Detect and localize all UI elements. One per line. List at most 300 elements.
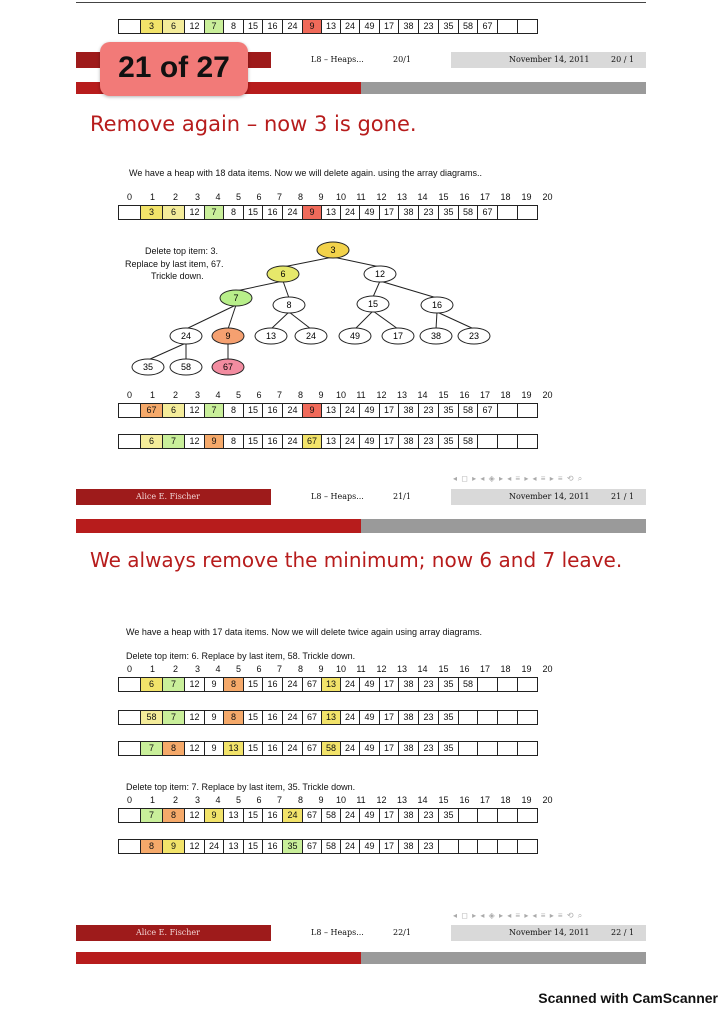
array-index: 5 [235,390,241,400]
array-index: 5 [235,664,241,674]
heap-tree [0,0,724,400]
tree-edge [289,312,311,329]
array-cell: 17 [379,434,399,449]
array-cell: 67 [302,839,322,854]
beamer-nav-symbols[interactable]: ◂ ◻ ▸ ◂ ◈ ▸ ◂ ≡ ▸ ◂ ≡ ▸ ≡ ⟲ ⌕ [453,911,584,920]
array-index: 2 [172,664,178,674]
array-cell [517,808,538,823]
array-cell: 49 [359,434,380,449]
array-cell: 15 [243,839,263,854]
tree-edge [283,257,333,267]
array-cell: 24 [282,19,303,34]
array-cell [517,434,538,449]
array-cell: 38 [398,710,419,725]
footer-frame: 20/1 [393,55,411,64]
array-cell [517,839,538,854]
tree-node [421,297,453,313]
array-cell: 58 [458,205,478,220]
array-cell: 67 [140,403,163,418]
array-index: 16 [459,192,470,202]
array-cell: 16 [262,808,283,823]
array-cell: 58 [458,403,478,418]
array-cell: 15 [243,741,263,756]
svg-text:17: 17 [392,331,404,341]
svg-text:67: 67 [222,362,234,372]
array-cell: 67 [477,19,498,34]
array-cell: 7 [204,403,224,418]
tree-node [382,328,414,344]
array-cell: 16 [262,710,283,725]
array-cell [517,741,538,756]
footer-band [76,519,646,531]
array-index: 12 [376,390,387,400]
array-index: 10 [335,192,346,202]
svg-text:12: 12 [374,269,386,279]
array-cell: 6 [162,19,185,34]
array-cell: 35 [438,710,459,725]
array-index: 6 [256,192,262,202]
array-cell: 13 [223,808,244,823]
array-cell: 24 [282,403,303,418]
array-cell: 12 [184,839,205,854]
array-index: 6 [256,795,262,805]
array-cell: 13 [223,839,244,854]
array-index: 8 [297,390,303,400]
array-cell: 24 [282,710,303,725]
array-cell: 16 [262,839,283,854]
array-cell: 24 [204,839,224,854]
footer-title: L8 – Heaps... [311,492,364,501]
tree-node [132,359,164,375]
array-index: 8 [297,664,303,674]
array-cell: 58 [321,808,341,823]
array-cell: 49 [359,741,380,756]
footer-title: L8 – Heaps... [311,928,364,937]
array-index: 1 [149,390,155,400]
array-cell [458,710,478,725]
array-index: 6 [256,390,262,400]
tree-node [317,242,349,258]
array-index: 4 [215,795,221,805]
array-cell: 24 [282,434,303,449]
array-cell: 6 [162,403,185,418]
array-cell: 13 [321,710,341,725]
array-index: 19 [521,192,532,202]
array-index: 20 [542,390,553,400]
array-index: 4 [215,192,221,202]
array-index: 8 [297,192,303,202]
array-cell: 7 [204,19,224,34]
tree-node [267,266,299,282]
array-index: 14 [417,664,428,674]
tree-note-2: Replace by last item, 67. [125,259,224,269]
array-cell: 7 [140,808,163,823]
array-index: 2 [172,192,178,202]
array-cell: 13 [321,403,341,418]
svg-text:38: 38 [430,331,442,341]
array-cell: 38 [398,205,419,220]
array-cell: 12 [184,677,205,692]
array-cell: 12 [184,19,205,34]
array-cell: 35 [438,808,459,823]
svg-text:6: 6 [280,269,286,279]
array-index: 0 [126,795,132,805]
array-index: 8 [297,795,303,805]
svg-text:23: 23 [468,331,480,341]
array-index: 7 [276,390,282,400]
array-index: 10 [335,390,346,400]
array-cell [477,434,498,449]
array-cell [517,677,538,692]
array-cell: 24 [340,808,360,823]
slide-22-intro: We have a heap with 17 data items. Now we will delete twice again using array diagrams. [126,627,483,637]
array-index: 7 [276,192,282,202]
array-cell: 24 [340,19,360,34]
array-cell: 15 [243,403,263,418]
array-cell: 17 [379,205,399,220]
array-cell: 8 [223,19,244,34]
array-cell: 16 [262,403,283,418]
array-cell: 3 [140,19,163,34]
array-cell: 23 [418,19,439,34]
array-cell: 3 [140,205,163,220]
array-cell: 7 [204,205,224,220]
tree-node [170,359,202,375]
array-cell [118,741,141,756]
array-cell: 16 [262,677,283,692]
array-cell: 17 [379,677,399,692]
array-cell: 23 [418,403,439,418]
array-cell: 23 [418,434,439,449]
array-cell: 49 [359,403,380,418]
array-cell: 58 [458,434,478,449]
tree-note-3: Trickle down. [151,271,204,281]
array-index: 0 [126,664,132,674]
array-cell: 15 [243,19,263,34]
array-cell: 13 [223,741,244,756]
array-cell: 24 [282,808,303,823]
array-cell: 12 [184,741,205,756]
array-index: 14 [417,192,428,202]
tree-node [364,266,396,282]
array-cell: 24 [340,677,360,692]
array-cell: 16 [262,19,283,34]
array-cell: 15 [243,710,263,725]
array-cell: 67 [302,808,322,823]
array-index: 5 [235,795,241,805]
tree-edge [186,305,236,329]
array-cell: 15 [243,808,263,823]
array-cell [118,677,141,692]
array-cell [438,839,459,854]
array-cell: 35 [438,205,459,220]
array-cell [118,839,141,854]
array-cell [477,741,498,756]
array-index: 11 [356,192,366,202]
footer-slide-22 [76,925,646,941]
array-index: 11 [356,795,366,805]
footer-page: 21 / 1 [611,492,635,501]
array-index: 0 [126,390,132,400]
array-index: 5 [235,192,241,202]
array-cell [458,808,478,823]
array-cell [517,403,538,418]
array-cell: 38 [398,403,419,418]
array-cell [497,710,518,725]
array-cell: 7 [162,710,185,725]
array-index: 2 [172,795,178,805]
svg-text:8: 8 [286,300,292,310]
array-index: 15 [438,664,449,674]
array-cell [497,839,518,854]
footer-frame: 22/1 [393,928,411,937]
array-cell: 8 [223,434,244,449]
tree-edge [437,312,474,329]
array-index: 16 [459,664,470,674]
array-index: 17 [479,664,490,674]
array-cell: 12 [184,434,205,449]
array-cell: 6 [162,205,185,220]
array-cell: 9 [162,839,185,854]
array-cell: 35 [438,677,459,692]
array-cell: 23 [418,741,439,756]
array-cell: 24 [340,710,360,725]
array-cell: 17 [379,741,399,756]
array-index: 0 [126,192,132,202]
array-cell: 9 [302,19,322,34]
array-index: 17 [479,192,490,202]
array-cell: 9 [204,741,224,756]
footer-slide-21 [76,489,646,505]
array-cell: 16 [262,205,283,220]
array-cell: 24 [340,403,360,418]
footer-author: Alice E. Fischer [136,492,200,501]
array-index: 17 [479,390,490,400]
array-cell [118,710,141,725]
array-cell [477,839,498,854]
tree-edge [436,312,437,329]
array-index: 15 [438,795,449,805]
array-index: 18 [500,664,511,674]
array-index: 19 [521,390,532,400]
tree-node [212,359,244,375]
array-cell: 24 [282,205,303,220]
array-cell: 9 [204,808,224,823]
svg-text:3: 3 [330,245,336,255]
array-cell: 17 [379,839,399,854]
array-index: 20 [542,192,553,202]
tree-node [420,328,452,344]
beamer-nav-symbols[interactable]: ◂ ◻ ▸ ◂ ◈ ▸ ◂ ≡ ▸ ◂ ≡ ▸ ≡ ⟲ ⌕ [453,474,584,483]
array-cell: 24 [340,741,360,756]
array-cell: 7 [162,434,185,449]
svg-text:35: 35 [142,362,154,372]
tree-node [295,328,327,344]
array-cell: 15 [243,677,263,692]
slide-21-title: Remove again – now 3 is gone. [90,112,417,136]
array-cell: 49 [359,808,380,823]
tree-node [357,296,389,312]
footer-date: November 14, 2011 [509,492,590,501]
array-index: 14 [417,795,428,805]
footer-author: Alice E. Fischer [136,928,200,937]
array-index: 3 [194,390,200,400]
array-index: 6 [256,664,262,674]
array-cell: 23 [418,710,439,725]
array-cell: 49 [359,839,380,854]
array-cell: 15 [243,434,263,449]
array-cell: 8 [223,205,244,220]
array-cell: 58 [321,741,341,756]
array-index: 12 [376,192,387,202]
array-cell [517,710,538,725]
tree-node [212,328,244,344]
footer-page: 22 / 1 [611,928,635,937]
array-cell: 7 [140,741,163,756]
array-index: 1 [149,664,155,674]
array-index: 15 [438,192,449,202]
array-cell: 13 [321,19,341,34]
array-cell: 38 [398,741,419,756]
array-cell: 8 [223,710,244,725]
array-cell: 8 [223,677,244,692]
tree-edge [271,312,289,329]
array-cell: 9 [204,677,224,692]
array-index: 9 [318,390,324,400]
array-cell: 8 [223,403,244,418]
array-index: 10 [335,795,346,805]
array-index: 7 [276,795,282,805]
array-cell [118,808,141,823]
array-cell: 58 [321,839,341,854]
array-index: 13 [396,795,407,805]
page-counter-text: 21 of 27 [118,51,230,84]
array-cell: 17 [379,808,399,823]
array-index: 13 [396,664,407,674]
array-cell: 12 [184,808,205,823]
array-index: 18 [500,795,511,805]
array-cell: 35 [438,434,459,449]
footer-date: November 14, 2011 [509,55,590,64]
array-cell: 35 [282,839,303,854]
array-cell: 23 [418,677,439,692]
array-cell: 17 [379,19,399,34]
camscanner-watermark: Scanned with CamScanner [538,990,718,1006]
array-cell [477,808,498,823]
footer-title: L8 – Heaps... [311,55,364,64]
array-cell: 67 [302,710,322,725]
array-index: 12 [376,664,387,674]
array-cell: 38 [398,19,419,34]
array-index: 3 [194,664,200,674]
tree-edge [373,281,380,297]
array-cell: 16 [262,741,283,756]
array-index: 13 [396,390,407,400]
footer-page: 20 / 1 [611,55,635,64]
array-cell [497,434,518,449]
array-cell [458,741,478,756]
array-cell: 9 [302,205,322,220]
svg-text:24: 24 [180,331,192,341]
slide-22-step1: Delete top item: 6. Replace by last item, 58. Trickle down. [126,651,356,661]
array-index: 9 [318,192,324,202]
array-cell: 67 [302,741,322,756]
array-cell: 58 [458,19,478,34]
array-cell: 9 [204,434,224,449]
array-cell: 17 [379,710,399,725]
array-index: 11 [356,390,366,400]
svg-text:58: 58 [180,362,192,372]
tree-edge [148,343,186,360]
tree-edge [236,281,283,291]
array-cell: 49 [359,710,380,725]
array-cell [477,710,498,725]
array-index: 14 [417,390,428,400]
array-cell [118,403,141,418]
array-cell: 35 [438,19,459,34]
tree-edge [355,311,373,329]
array-index: 12 [376,795,387,805]
array-cell: 38 [398,808,419,823]
tree-node [170,328,202,344]
svg-text:24: 24 [305,331,317,341]
tree-node [458,328,490,344]
array-index: 11 [356,664,366,674]
slide-21-intro: We have a heap with 18 data items. Now we will delete again. using the array diagrams.. [129,168,483,178]
array-index: 20 [542,795,553,805]
array-index: 9 [318,664,324,674]
footer-date: November 14, 2011 [509,928,590,937]
array-index: 16 [459,390,470,400]
array-cell [458,839,478,854]
svg-text:15: 15 [367,299,379,309]
array-cell: 58 [458,677,478,692]
array-index: 18 [500,192,511,202]
array-cell [497,741,518,756]
array-cell: 24 [340,839,360,854]
svg-text:9: 9 [225,331,231,341]
array-index: 18 [500,390,511,400]
svg-text:16: 16 [431,300,443,310]
array-cell: 8 [140,839,163,854]
array-cell [477,677,498,692]
array-cell: 23 [418,808,439,823]
array-index: 19 [521,664,532,674]
array-cell: 67 [302,677,322,692]
array-cell [497,403,518,418]
array-cell: 49 [359,205,380,220]
array-index: 15 [438,390,449,400]
array-index: 19 [521,795,532,805]
tree-node [220,290,252,306]
array-index: 20 [542,664,553,674]
array-index: 17 [479,795,490,805]
array-cell: 67 [477,403,498,418]
array-cell: 38 [398,677,419,692]
array-index: 4 [215,390,221,400]
array-index: 1 [149,795,155,805]
tree-node [255,328,287,344]
array-cell: 49 [359,19,380,34]
array-cell: 8 [162,741,185,756]
array-cell: 12 [184,205,205,220]
array-cell: 24 [282,741,303,756]
array-cell: 35 [438,403,459,418]
slide-22-title: We always remove the minimum; now 6 and 7 leave. [90,548,623,572]
array-index: 4 [215,664,221,674]
array-cell: 12 [184,710,205,725]
array-cell: 9 [204,710,224,725]
